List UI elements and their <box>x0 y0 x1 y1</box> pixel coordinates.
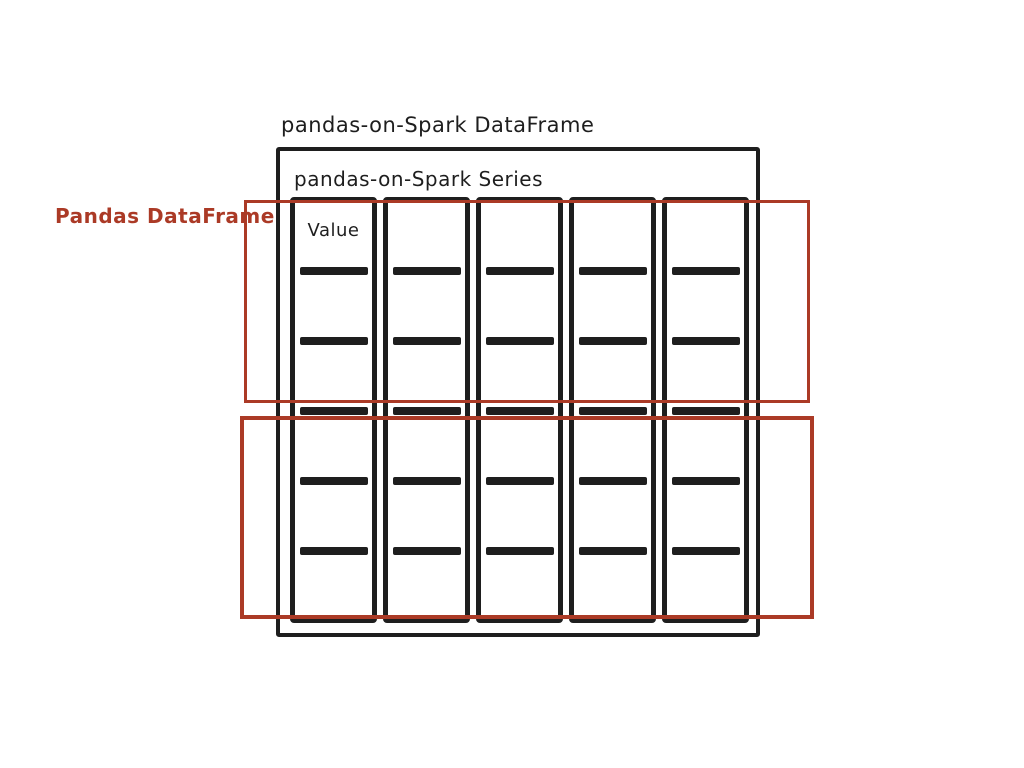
value-row-dash <box>579 477 647 485</box>
value-row-dash <box>486 477 554 485</box>
series-column <box>290 197 377 623</box>
value-row-dash <box>300 547 368 555</box>
value-row-dash <box>579 407 647 415</box>
series-columns <box>290 197 749 623</box>
value-row-dash <box>672 337 740 345</box>
series-column <box>383 197 470 623</box>
value-row-dash <box>393 477 461 485</box>
value-row-dash <box>486 337 554 345</box>
value-row-dash <box>300 477 368 485</box>
pandas-on-spark-series-label: pandas-on-Spark Series <box>294 167 544 191</box>
value-row-dash <box>579 547 647 555</box>
value-row-dash <box>393 337 461 345</box>
value-row-dash <box>672 267 740 275</box>
series-column <box>476 197 563 623</box>
value-row-dash <box>579 267 647 275</box>
value-row-dash <box>393 267 461 275</box>
value-row-dash <box>672 477 740 485</box>
value-row-dash <box>393 547 461 555</box>
series-column <box>662 197 749 623</box>
value-row-dash <box>579 337 647 345</box>
value-row-dash <box>300 337 368 345</box>
value-row-dash <box>486 267 554 275</box>
pandas-dataframe-label: Pandas DataFrame <box>55 204 275 228</box>
pandas-on-spark-dataframe-title: pandas-on-Spark DataFrame <box>281 113 595 137</box>
value-row-dash <box>300 407 368 415</box>
value-row-dash <box>486 547 554 555</box>
value-row-dash <box>672 547 740 555</box>
value-row-dash <box>672 407 740 415</box>
value-row-dash <box>300 267 368 275</box>
value-column-header: Value <box>307 220 360 241</box>
value-row-dash <box>486 407 554 415</box>
series-column <box>569 197 656 623</box>
value-row-dash <box>393 407 461 415</box>
